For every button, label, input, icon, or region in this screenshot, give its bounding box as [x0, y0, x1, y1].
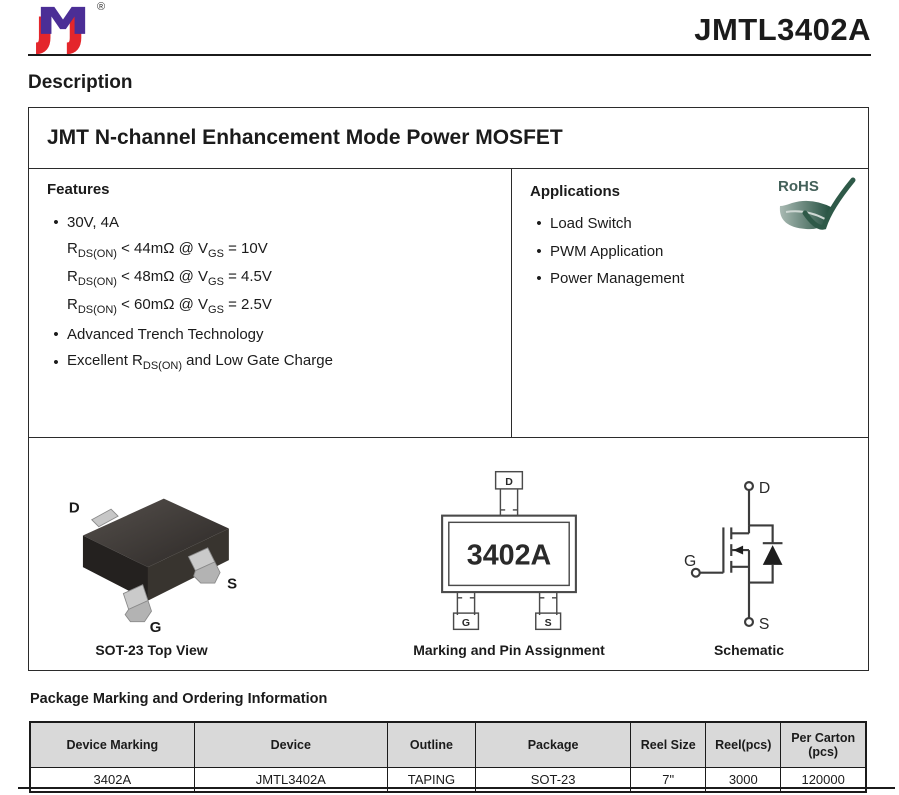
registered-trademark: ®: [97, 1, 106, 13]
col-reel-size: Reel Size: [631, 722, 706, 768]
cell-package: SOT-23: [476, 768, 631, 793]
figure-caption: Marking and Pin Assignment: [413, 642, 605, 658]
bullet-icon: •: [53, 213, 59, 231]
marking-text: 3402A: [466, 539, 552, 572]
rds-spec-line: [45, 236, 511, 264]
cell-per-carton: 120000: [781, 768, 866, 793]
brand-logo: [30, 5, 100, 57]
jm-logo-icon: [30, 5, 96, 57]
application-item: • Power Management: [528, 265, 868, 293]
col-outline: Outline: [387, 722, 475, 768]
header-rule: [28, 54, 871, 56]
features-section: [29, 169, 512, 437]
figure-marking: [359, 438, 659, 668]
sot-pin-g-label: G: [149, 619, 162, 634]
bullet-icon: •: [536, 215, 542, 233]
cell-device-marking: 3402A: [30, 768, 194, 793]
marking-pin-s-label: S: [544, 617, 552, 630]
schem-pin-g-label: G: [684, 552, 697, 570]
figure-caption: SOT-23 Top View: [95, 642, 208, 658]
application-item: • PWM Application: [528, 238, 868, 266]
cell-reel-pcs: 3000: [706, 768, 781, 793]
rds-spec-line: [45, 264, 511, 292]
col-device-marking: Device Marking: [30, 722, 194, 768]
schem-pin-d-label: D: [758, 479, 771, 497]
feature-trench: Advanced Trench Technology: [67, 325, 264, 343]
table-header-row: [30, 722, 866, 768]
ordering-table: [29, 721, 867, 793]
figure-schematic: [629, 438, 869, 668]
bullet-icon: •: [53, 353, 59, 371]
figure-caption: Schematic: [713, 642, 785, 658]
rohs-label: RoHS: [778, 178, 819, 195]
sot23-3d-icon: [44, 474, 259, 634]
application-item: • Load Switch: [528, 210, 868, 238]
package-figures-row: [29, 438, 868, 668]
bullet-icon: •: [536, 270, 542, 288]
features-heading: Features: [47, 181, 110, 198]
package-outline-icon: [423, 468, 595, 634]
rds-spec-text: $R_{DS(ON)} < 44m\Omega$ @ $V_{GS} = 10V$: [67, 240, 268, 260]
mosfet-symbol-icon: [684, 476, 814, 634]
marking-pin-d-label: D: [505, 476, 513, 489]
cell-reel-size: 7": [631, 768, 706, 793]
overview-title: JMT N-channel Enhancement Mode Power MOSFET: [29, 108, 868, 169]
feature-item: [45, 348, 511, 376]
body-diode-icon: [763, 545, 783, 565]
col-reel-pcs: Reel(pcs): [706, 722, 781, 768]
rds-spec-text: $R_{DS(ON)} < 60m\Omega$ @ $V_{GS} = 2.5V$: [67, 296, 272, 316]
rds-spec-text: $R_{DS(ON)} < 48m\Omega$ @ $V_{GS} = 4.5V$: [67, 268, 272, 288]
overview-box: [28, 107, 869, 671]
cell-outline: TAPING: [387, 768, 475, 793]
bullet-icon: •: [53, 325, 59, 343]
description-heading: Description: [28, 72, 133, 93]
col-device: Device: [194, 722, 387, 768]
feature-excellent: Excellent $R_{DS(ON)}$ and Low Gate Charge: [67, 352, 333, 372]
marking-pin-g-label: G: [461, 617, 471, 630]
rohs-badge: [776, 175, 856, 242]
bullet-icon: •: [536, 242, 542, 260]
feature-rating: 30V, 4A: [67, 213, 119, 231]
feature-item: [45, 320, 511, 348]
sot-pin-d-label: D: [68, 499, 80, 517]
product-title: JMTL3402A: [694, 12, 871, 47]
sot-pin-s-label: S: [227, 575, 238, 593]
ordering-heading: Package Marking and Ordering Information: [30, 691, 328, 707]
rds-spec-line: [45, 292, 511, 320]
schem-pin-s-label: S: [758, 615, 770, 633]
rohs-leaf-icon: [776, 175, 856, 237]
col-per-carton: Per Carton (pcs): [781, 722, 866, 768]
applications-heading: Applications: [530, 183, 621, 200]
figure-sot23: [29, 438, 274, 668]
arrow-icon: [733, 546, 743, 555]
footer-rule: [18, 787, 895, 789]
feature-item: [45, 208, 511, 236]
col-package: Package: [476, 722, 631, 768]
applications-section: [512, 169, 868, 437]
cell-device: JMTL3402A: [194, 768, 387, 793]
